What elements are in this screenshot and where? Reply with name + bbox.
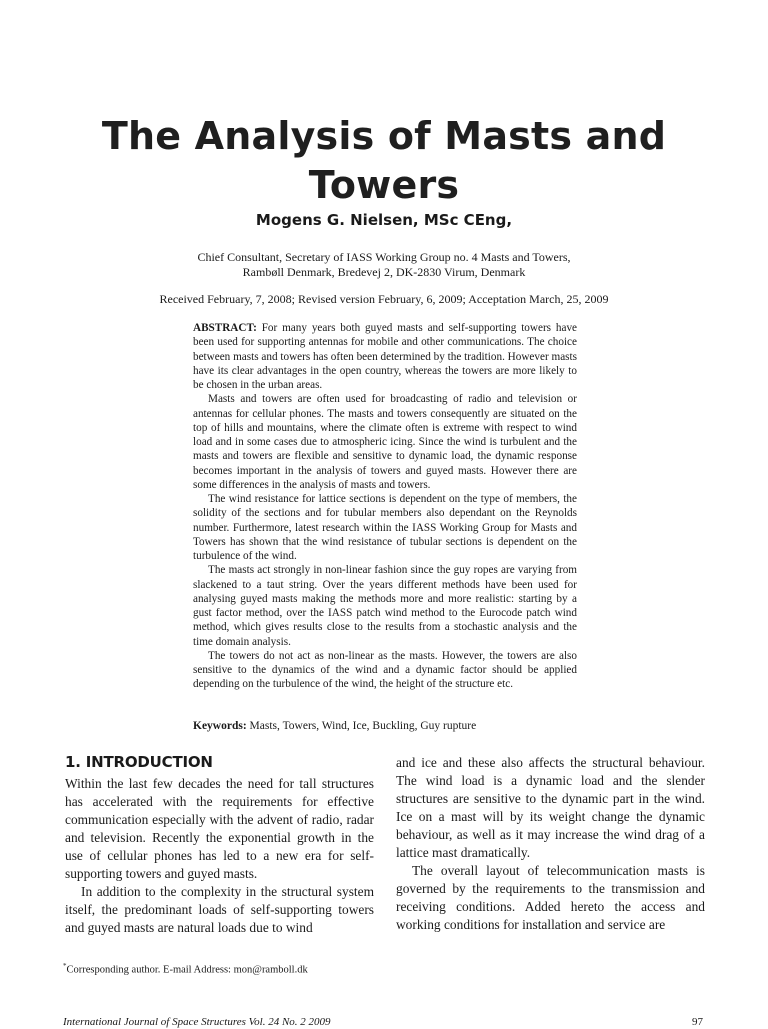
affiliation-line-1: Chief Consultant, Secretary of IASS Working Group no. 4 Masts and Towers, — [197, 250, 571, 264]
keywords-label: Keywords: — [193, 720, 247, 732]
footnote-marker: * — [63, 962, 67, 970]
abstract-paragraph: The towers do not act as non-linear as the masts. However, the towers are also sensitive to the dynamics of the wind and a dynamic factor should be applied depending on the turbulence of the wind, the height of the structure etc. — [193, 649, 577, 691]
abstract-paragraph: The masts act strongly in non-linear fashion since the guy ropes are varying from slackened to a taut string. Over the years different methods have been used for analysing guyed masts making the methods more and more realistic: starting by a gust factor method, over the IASS patch wind method to the Eurocode patch wind method, which gives results close to the results from a stochastic analysis and the time domain analysis. — [193, 564, 577, 648]
footnote-text: Corresponding author. E-mail Address: mon@ramboll.dk — [66, 964, 308, 976]
body-paragraph: The overall layout of telecommunication masts is governed by the requirements to the transmission and receiving conditions. Added hereto the access and working conditions for installation and service are — [396, 863, 705, 932]
paper-title-line-2: Towers — [308, 163, 460, 207]
journal-citation: International Journal of Space Structures Vol. 24 No. 2 2009 — [63, 1016, 331, 1028]
abstract-label: ABSTRACT: — [193, 322, 257, 334]
body-column-left — [65, 752, 374, 937]
paper-title-line-1: The Analysis of Masts and — [101, 114, 667, 158]
footnote — [63, 960, 463, 977]
body-paragraph: In addition to the complexity in the structural system itself, the predominant loads of self-supporting towers and guyed masts are natural loads due to wind — [65, 884, 374, 935]
abstract-paragraph-text: For many years both guyed masts and self-supporting towers have been used for supporting antennas for mobile and other communications. The choice between masts and towers has often been determined by the tradition. However masts have its clear advantages in the open country, whereas the towers are more likely to be chosen in the urban areas. — [193, 322, 577, 391]
keywords-text: Masts, Towers, Wind, Ice, Buckling, Guy rupture — [249, 720, 477, 732]
abstract-paragraph: The wind resistance for lattice sections is dependent on the type of members, the solidity of the sections and for tubular members also dependant on the Reynolds number. Furthermore, latest research within the IASS Working Group for Masts and Towers has shown that the wind resistance of tubular sections is dependent on the turbulence of the wind. — [193, 493, 577, 562]
body-column-right — [396, 754, 705, 934]
keywords — [193, 719, 577, 733]
abstract — [193, 321, 577, 692]
running-footer — [63, 1015, 703, 1029]
abstract-paragraph: Masts and towers are often used for broadcasting of radio and television or antennas for cellular phones. The masts and towers consequently are situated on the top of hills and mountains, where the climate often is extreme with respect to wind load and in some cases due to atmospheric icing. Since the wind is turbulent and the masts and towers are flexible and sensitive to dynamic load, the dynamic response becomes important in the analysis of towers and guyed masts. However there are some differences in the analysis of masts and towers. — [193, 393, 577, 491]
section-heading-introduction: 1. INTRODUCTION — [65, 753, 213, 771]
received-dates: Received February, 7, 2008; Revised version February, 6, 2009; Acceptation March, 25, 2009 — [159, 292, 609, 306]
body-paragraph: and ice and these also affects the structural behaviour. The wind load is a dynamic load and the slender structures are sensitive to the dynamic part in the wind. Ice on a mast will by its weight change the dynamic behaviour, as well as it may increase the wind drag of a lattice mast dramatically. — [396, 755, 705, 860]
author-name: Mogens G. Nielsen, MSc CEng, — [255, 211, 513, 229]
abstract-paragraph — [193, 321, 577, 392]
affiliation-line-2: Rambøll Denmark, Bredevej 2, DK-2830 Virum, Denmark — [242, 265, 526, 279]
affiliation — [0, 250, 768, 280]
body-paragraph: Within the last few decades the need for tall structures has accelerated with the requirements for effective communication especially with the advent of radio, radar and television. Recently the exponential growth in the use of cellular phones has led to a new era for self-supporting towers and guyed masts. — [65, 776, 374, 881]
page-number: 97 — [692, 1016, 703, 1028]
paper-title — [0, 112, 768, 210]
